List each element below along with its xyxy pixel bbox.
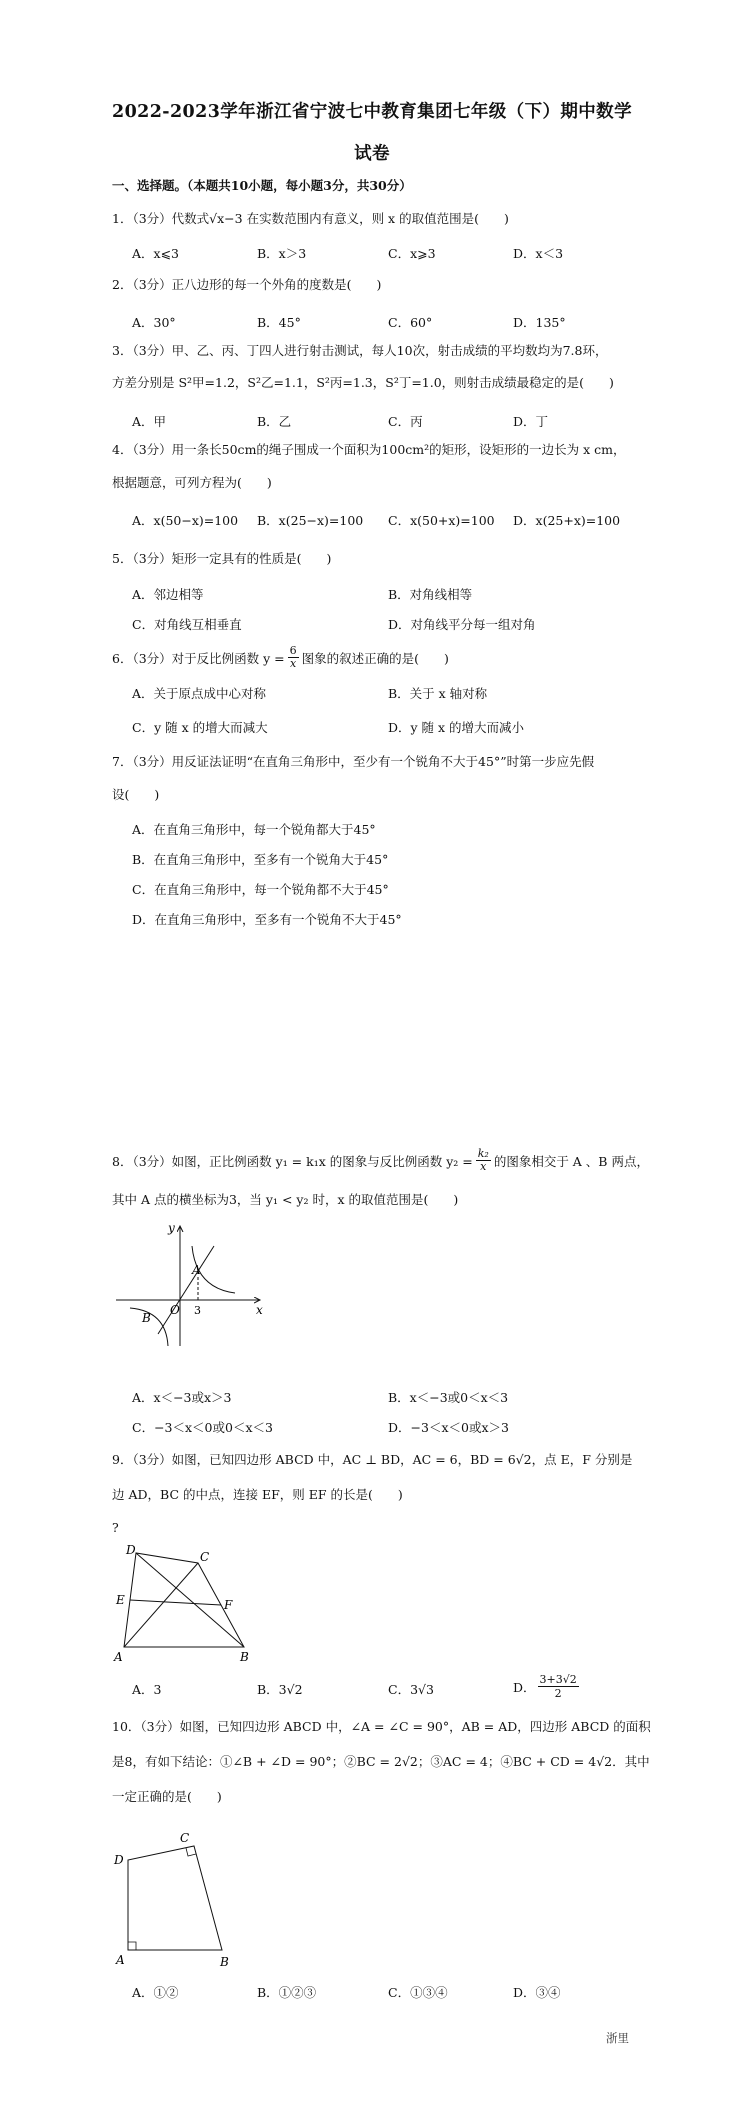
q8-label-x: x [256, 1303, 263, 1317]
q5-option-c: C．对角线互相垂直 [132, 617, 242, 632]
q10-figure [110, 1828, 250, 1968]
q3-option-a: A．甲 [132, 414, 167, 429]
q8-line-y1 [158, 1246, 214, 1334]
q3-option-c: C．丙 [388, 414, 423, 429]
question-8-line1 [112, 1148, 649, 1173]
q9-option-c: C．3√3 [388, 1682, 434, 1697]
q9-option-d-label: D． [513, 1679, 536, 1695]
q9-label-b: B [240, 1650, 249, 1664]
q9-figure [112, 1545, 252, 1665]
q8-label-b: B [142, 1311, 151, 1325]
q10-label-c: C [180, 1831, 190, 1845]
question-10-line3: 一定正确的是( ) [112, 1789, 222, 1804]
q10-label-a: A [116, 1953, 125, 1967]
q8-label-a: A [192, 1263, 201, 1277]
q9-option-a: A．3 [132, 1682, 162, 1697]
q6-option-c: C．y 随 x 的增大而减大 [132, 720, 268, 735]
q9-option-b: B．3√2 [257, 1682, 303, 1697]
q8-fraction-den: x [480, 1160, 487, 1173]
q6-option-a: A．关于原点成中心对称 [132, 686, 267, 701]
q9-label-a: A [114, 1650, 123, 1664]
question-5: 5．（3分）矩形一定具有的性质是( ) [112, 551, 332, 566]
section-heading: 一、选择题。（本题共10小题，每小题3分，共30分） [112, 178, 412, 193]
q5-option-a: A．邻边相等 [132, 587, 204, 602]
q10-option-d: D．③④ [513, 1985, 561, 2000]
question-9-line2: 边 AD，BC 的中点，连接 EF，则 EF 的长是( ) [112, 1487, 403, 1502]
question-7-line1: 7．（3分）用反证法证明“在直角三角形中，至少有一个锐角不大于45°”时第一步应先假 [112, 754, 595, 769]
question-3-line2: 方差分别是 S²甲=1.2，S²乙=1.1，S²丙=1.3，S²丁=1.0，则射击成绩最稳定的是( ) [112, 375, 614, 390]
q6-fraction-den: x [290, 657, 297, 670]
question-10-line2: 是8，有如下结论：①∠B + ∠D = 90°；②BC = 2√2；③AC = 4；④BC + CD = 4√2．其中 [112, 1754, 650, 1769]
q8-label-y: y [168, 1221, 175, 1235]
q1-option-c: C．x⩾3 [388, 246, 436, 261]
q7-option-c: C．在直角三角形中，每一个锐角都不大于45° [132, 882, 389, 897]
question-1: 1．（3分）代数式√x−3 在实数范围内有意义，则 x 的取值范围是( ) [112, 211, 509, 226]
q9-label-c: C [200, 1550, 210, 1564]
q6-option-d: D．y 随 x 的增大而减小 [388, 720, 525, 735]
page-title: 2022-2023学年浙江省宁波七中教育集团七年级（下）期中数学 [112, 102, 632, 122]
q8-figure [110, 1218, 270, 1348]
q3-option-b: B．乙 [257, 414, 292, 429]
question-6-text-pre: 6．（3分）对于反比例函数 y = [112, 650, 285, 666]
q6-fraction-num: 6 [289, 644, 297, 657]
q10-option-a: A．①② [132, 1985, 179, 2000]
q9-question-mark: ? [112, 1520, 119, 1535]
q9-option-d-num: 3+3√2 [539, 1673, 577, 1686]
q9-option-d-fraction [538, 1673, 579, 1700]
page-title-line2: 试卷 [354, 144, 390, 164]
q8-label-three: 3 [194, 1304, 201, 1317]
q8-option-d: D．−3＜x＜0或x＞3 [388, 1420, 509, 1435]
q9-diagonal-ac [124, 1563, 198, 1647]
q9-label-d: D [126, 1545, 136, 1557]
question-2: 2．（3分）正八边形的每一个外角的度数是( ) [112, 277, 382, 292]
q1-option-d: D．x＜3 [513, 246, 564, 261]
q7-option-b: B．在直角三角形中，至多有一个锐角大于45° [132, 852, 389, 867]
q4-option-a: A．x(50−x)=100 [132, 513, 239, 528]
q8-fraction-num: k₂ [477, 1147, 489, 1160]
q6-fraction [288, 645, 299, 670]
q4-option-c: C．x(50+x)=100 [388, 513, 495, 528]
q1-option-b: B．x＞3 [257, 246, 307, 261]
q8-option-b: B．x＜−3或0＜x＜3 [388, 1390, 509, 1405]
q1-option-a: A．x⩽3 [132, 246, 180, 261]
q9-segment-ef [130, 1600, 221, 1605]
question-7-line2: 设( ) [112, 787, 160, 802]
question-3-line1: 3．（3分）甲、乙、丙、丁四人进行射击测试，每人10次，射击成绩的平均数均为7.8环， [112, 343, 608, 358]
q2-option-a: A．30° [132, 315, 176, 330]
question-9-line1: 9．（3分）如图，已知四边形 ABCD 中，AC ⊥ BD，AC = 6，BD = 6√2，点 E，F 分别是 [112, 1452, 633, 1467]
q9-option-d [513, 1673, 579, 1700]
question-10-line1: 10．（3分）如图，已知四边形 ABCD 中，∠A = ∠C = 90°，AB = AD，四边形 ABCD 的面积 [112, 1719, 651, 1734]
q8-fraction [476, 1148, 491, 1173]
q6-option-b: B．关于 x 轴对称 [388, 686, 488, 701]
q5-option-b: B．对角线相等 [388, 587, 473, 602]
q10-right-angle-a [128, 1942, 136, 1950]
q2-option-d: D．135° [513, 315, 566, 330]
q9-option-d-den: 2 [554, 1687, 562, 1700]
question-4-line1: 4．（3分）用一条长50cm的绳子围成一个面积为100cm²的矩形，设矩形的一边长为 x cm， [112, 442, 626, 457]
question-8-text-post: 的图象相交于 A 、B 两点， [493, 1153, 649, 1169]
q10-option-b: B．①②③ [257, 1985, 317, 2000]
q8-label-o: O [170, 1303, 180, 1317]
question-8-text-pre: 8．（3分）如图，正比例函数 y₁ = k₁x 的图象与反比例函数 y₂ = [112, 1153, 473, 1169]
q8-option-a: A．x＜−3或x＞3 [132, 1390, 232, 1405]
q8-option-c: C．−3＜x＜0或0＜x＜3 [132, 1420, 273, 1435]
q4-option-d: D．x(25+x)=100 [513, 513, 621, 528]
q9-label-e: E [116, 1593, 125, 1607]
q10-quadrilateral [128, 1846, 222, 1950]
question-8-line2: 其中 A 点的横坐标为3，当 y₁ < y₂ 时，x 的取值范围是( ) [112, 1192, 459, 1207]
q7-option-a: A．在直角三角形中，每一个锐角都大于45° [132, 822, 376, 837]
q10-option-c: C．①③④ [388, 1985, 448, 2000]
q7-option-d: D．在直角三角形中，至多有一个锐角不大于45° [132, 912, 402, 927]
q4-option-b: B．x(25−x)=100 [257, 513, 364, 528]
q10-label-b: B [220, 1955, 229, 1968]
q9-label-f: F [224, 1598, 233, 1612]
q2-option-c: C．60° [388, 315, 433, 330]
q2-option-b: B．45° [257, 315, 301, 330]
question-4-line2: 根据题意，可列方程为( ) [112, 475, 272, 490]
q5-option-d: D．对角线平分每一组对角 [388, 617, 536, 632]
q10-label-d: D [114, 1853, 124, 1867]
question-6 [112, 645, 449, 670]
q3-option-d: D．丁 [513, 414, 549, 429]
footer-label: 浙里 [606, 2031, 629, 2045]
question-6-text-post: 图象的叙述正确的是( ) [301, 650, 449, 666]
